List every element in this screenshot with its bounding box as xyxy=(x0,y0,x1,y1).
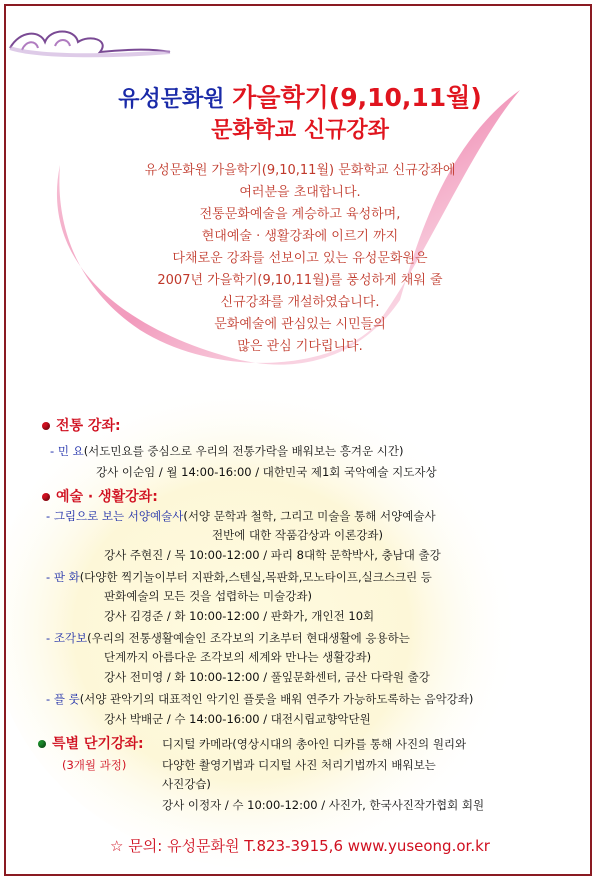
intro-line: 여러분을 초대합니다. xyxy=(239,185,361,200)
course-desc-cont: 판화예술의 모든 것을 섭렵하는 미술강좌) xyxy=(104,589,312,603)
intro-paragraph xyxy=(0,160,600,358)
title-term: 가을학기(9,10,11월) xyxy=(232,83,482,112)
special-desc-cont: 다양한 촬영기법과 디지털 사진 처리기법까지 배워보는 xyxy=(162,758,436,772)
red-bullet-icon xyxy=(42,493,50,501)
intro-line: 전통문화예술을 계승하고 육성하며, xyxy=(199,207,401,222)
special-instructor: 강사 이정자 / 수 10:00-12:00 / 사진가, 한국사진작가협회 회원 xyxy=(162,798,485,812)
traditional-instructor: 강사 이순임 / 월 14:00-16:00 / 대한민국 제1회 국악예술 지도자상 xyxy=(96,465,437,479)
page-title xyxy=(0,78,600,114)
intro-line: 현대예술 · 생활강좌에 이르기 까지 xyxy=(201,229,399,244)
course-desc: (서도민요를 중심으로 우리의 전통가락을 배워보는 흥겨운 시간) xyxy=(83,444,404,458)
contact-text: 문의: 유성문화원 T.823-3915,6 www.yuseong.or.kr xyxy=(128,837,490,855)
traditional-course: - 민 요(서도민요를 중심으로 우리의 전통가락을 배워보는 흥겨운 시간) xyxy=(50,444,404,458)
title-org: 유성문화원 xyxy=(118,87,233,112)
intro-line: 많은 관심 기다립니다. xyxy=(237,339,363,354)
page-subtitle: 문화학교 신규강좌 xyxy=(211,118,389,143)
course-desc-cont: 단계까지 아름다운 조각보의 세계와 만나는 생활강좌) xyxy=(104,650,372,664)
intro-line: 2007년 가을학기(9,10,11월)를 풍성하게 채워 줄 xyxy=(157,273,443,288)
contact-line xyxy=(0,835,600,856)
course-desc-cont: 전반에 대한 작품감상과 이론강좌) xyxy=(212,528,383,542)
course-desc: (다양한 찍기놀이부터 지판화,스텐실,목판화,모노타이프,실크스크린 등 xyxy=(79,570,432,584)
course-row: - 조각보(우리의 전통생활예술인 조각보의 기초부터 현대생활에 응용하는 xyxy=(46,631,410,645)
course-name: 플 룻 xyxy=(53,692,80,706)
green-bullet-icon xyxy=(38,740,46,748)
course-row: - 그림으로 보는 서양예술사(서양 문학과 철학, 그리고 미술을 통해 서양예술사 xyxy=(46,509,436,523)
course-instructor: 강사 주현진 / 목 10:00-12:00 / 파리 8대학 문학박사, 충남대 출강 xyxy=(104,548,441,562)
course-row: - 판 화(다양한 찍기놀이부터 지판화,스텐실,목판화,모노타이프,실크스크린 등 xyxy=(46,570,432,584)
arts-heading: 예술 · 생활강좌: xyxy=(42,486,158,506)
traditional-heading: 전통 강좌: xyxy=(42,415,121,435)
special-desc: 디지털 카메라(영상시대의 총아인 디카를 통해 사진의 원리와 xyxy=(162,737,467,751)
intro-line: 유성문화원 가을학기(9,10,11월) 문화학교 신규강좌에 xyxy=(144,163,456,178)
special-duration: (3개월 과정) xyxy=(62,758,127,772)
course-name: 조각보 xyxy=(53,631,88,645)
course-name: 민 요 xyxy=(57,444,84,458)
course-desc: (우리의 전통생활예술인 조각보의 기초부터 현대생활에 응용하는 xyxy=(87,631,410,645)
course-desc: (서양 관악기의 대표적인 악기인 플룻을 배워 연주가 가능하도록하는 음악강좌) xyxy=(79,692,474,706)
course-instructor: 강사 전미영 / 화 10:00-12:00 / 풀잎문화센터, 금산 다락원 출강 xyxy=(104,670,430,684)
intro-line: 문화예술에 관심있는 시민들의 xyxy=(214,317,386,332)
intro-line: 다채로운 강좌를 선보이고 있는 유성문화원은 xyxy=(172,251,428,266)
course-instructor: 강사 김경준 / 화 10:00-12:00 / 판화가, 개인전 10회 xyxy=(104,609,375,623)
course-desc: (서양 문학과 철학, 그리고 미술을 통해 서양예술사 xyxy=(183,509,436,523)
intro-line: 신규강좌를 개설하였습니다. xyxy=(220,295,380,310)
special-desc-cont: 사진강습) xyxy=(162,777,211,791)
course-instructor: 강사 박배군 / 수 14:00-16:00 / 대전시립교향악단원 xyxy=(104,712,371,726)
star-icon: ☆ xyxy=(110,837,124,855)
course-row: - 플 룻(서양 관악기의 대표적인 악기인 플룻을 배워 연주가 가능하도록하는 음악강좌) xyxy=(46,692,474,706)
special-heading: 특별 단기강좌: xyxy=(38,733,144,753)
course-name: 판 화 xyxy=(53,570,80,584)
course-name: 그림으로 보는 서양예술사 xyxy=(53,509,184,523)
red-bullet-icon xyxy=(42,422,50,430)
